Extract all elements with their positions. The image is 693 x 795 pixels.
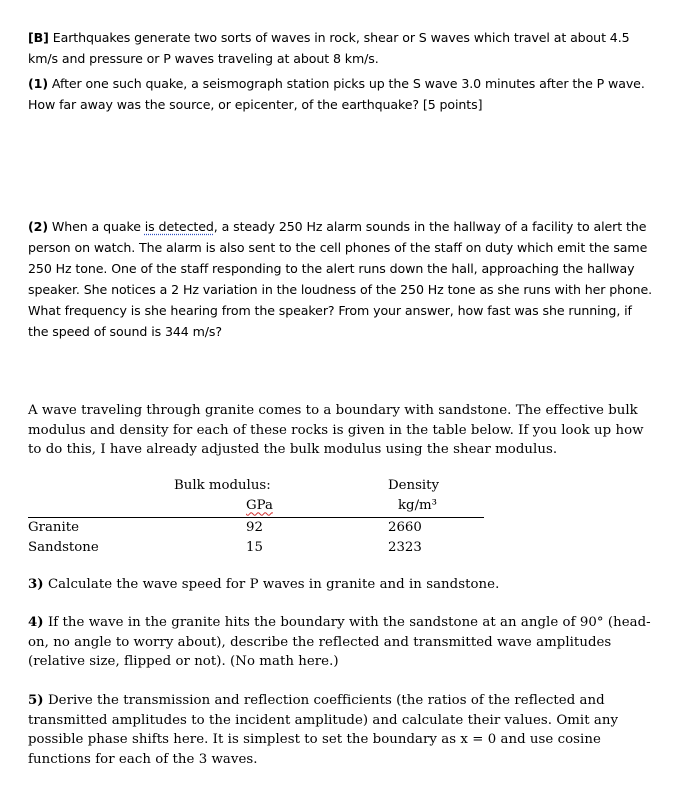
question-4-tag: 4) (28, 615, 44, 630)
part-b-text: Earthquakes generate two sorts of waves in rock, shear or S waves which travel at about 4.5 km/s and pressure or P waves traveling at about 8 km/s. (28, 30, 630, 66)
header-density: Density (388, 478, 440, 493)
question-5-text: Derive the transmission and reflection coefficients (the ratios of the reflected and transmitted amplitudes to the incident amplitude) and calculate their values. Omit any possible phase shifts here. It is simplest to set the boundary as x = 0 and use cosine functions for each of the 3 waves. (28, 693, 619, 767)
question-2-text-before: When a quake (51, 219, 145, 234)
row-granite-density: 2660 (388, 520, 422, 535)
question-4 (28, 613, 653, 672)
table-row (28, 540, 484, 560)
row-sandstone-bulk: 15 (246, 539, 263, 555)
question-5-tag: 5) (28, 693, 44, 708)
part-b-intro (28, 27, 653, 69)
question-2-tag: (2) (28, 219, 48, 234)
question-1-text: After one such quake, a seismograph station picks up the S wave 3.0 minutes after the P wave. How far away was the source, or epicenter, of the earthquake? [5 points] (28, 76, 645, 112)
question-3 (28, 575, 653, 595)
row-sandstone-name: Sandstone (28, 539, 99, 555)
row-granite-bulk: 92 (246, 520, 263, 535)
question-2-marked-text: is detected (144, 219, 214, 234)
question-5 (28, 691, 653, 769)
header-bulk-modulus: Bulk modulus: (174, 478, 271, 493)
unit-density: kg/m³ (372, 498, 484, 518)
question-2 (28, 216, 653, 342)
table-row (28, 518, 484, 540)
table-units-row (28, 498, 484, 518)
part-b-tag: [B] (28, 30, 49, 45)
row-sandstone-density: 2323 (388, 539, 422, 555)
table-header-row (28, 478, 484, 498)
wave-intro-paragraph: A wave traveling through granite comes to a boundary with sandstone. The effective bulk modulus and density for each of these rocks is given in the table below. If you look up how to do this, I have already adjusted the bulk modulus using the shear modulus. (28, 403, 644, 458)
row-granite-name: Granite (28, 520, 79, 535)
rock-properties-table (28, 478, 484, 559)
question-2-text-after: , a steady 250 Hz alarm sounds in the hallway of a facility to alert the person on watch. The alarm is also sent to the cell phones of the staff on duty which emit the same 250 Hz tone. One of the staff responding to the alert runs down the hall, approaching the hallway speaker. She notices a 2 Hz variation in the loudness of the 250 Hz tone as she runs with her phone. What frequency is she hearing from the speaker? From your answer, how fast was she running, if the speed of sound is 344 m/s? (28, 219, 653, 339)
question-1-tag: (1) (28, 76, 48, 91)
unit-bulk-modulus: GPa (246, 497, 273, 513)
question-3-text: Calculate the wave speed for P waves in granite and in sandstone. (47, 577, 500, 592)
question-3-tag: 3) (28, 577, 44, 592)
question-4-text: If the wave in the granite hits the boundary with the sandstone at an angle of 90° (head-on, no angle to worry about), describe the reflected and transmitted wave amplitudes (relative size, flipped or not). (No math here.) (28, 615, 651, 670)
question-1 (28, 73, 653, 115)
